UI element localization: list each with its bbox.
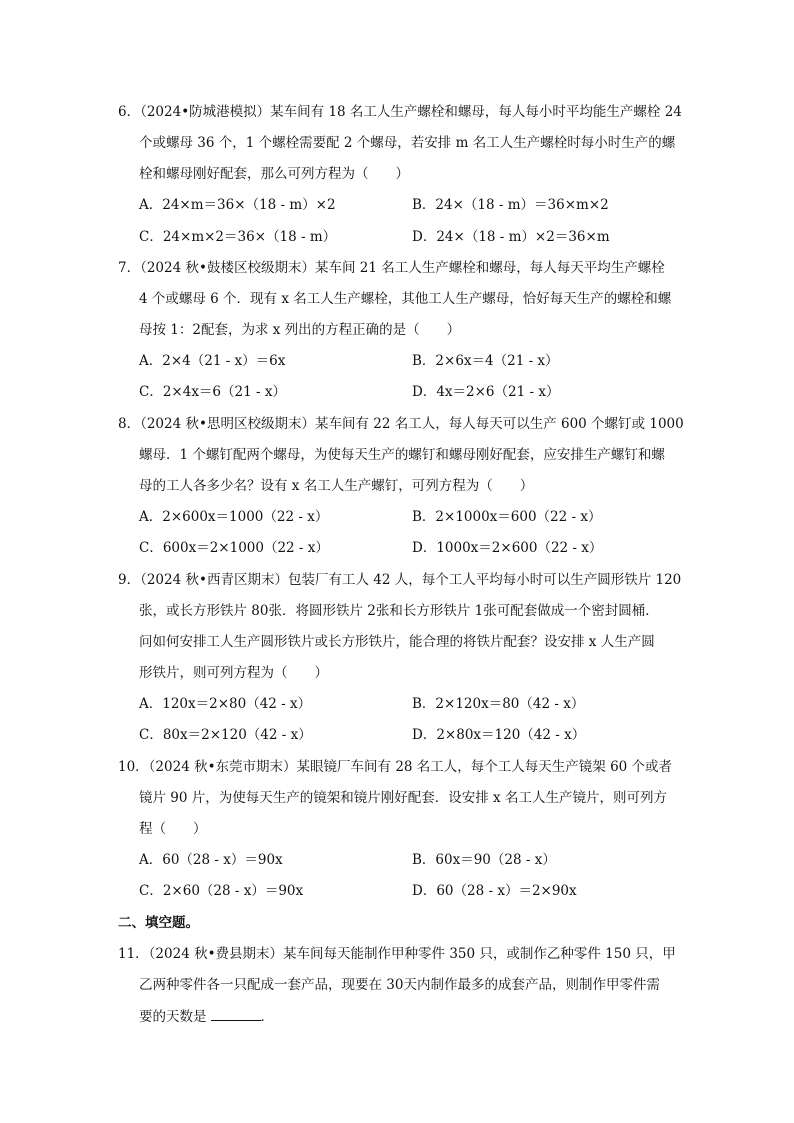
- q9-line-4: 形铁片，则可列方程为（ ）: [139, 665, 328, 681]
- q6-option-d: D．24×（18 - m）×2＝36×m: [412, 229, 610, 245]
- q10-option-d: D．60（28 - x）＝2×90x: [412, 883, 577, 899]
- q6-line-1: 6．（2024•防城港模拟）某车间有 18 名工人生产螺栓和螺母，每人每小时平均能生产螺栓 24: [118, 104, 682, 120]
- q8-line-2: 螺母．1 个螺钉配两个螺母，为使每天生产的螺钉和螺母刚好配套，应安排生产螺钉和螺: [139, 447, 665, 463]
- q6-option-c: C．24×m×2＝36×（18 - m）: [139, 229, 337, 245]
- q7-line-1: 7．（2024 秋•鼓楼区校级期末）某车间 21 名工人生产螺栓和螺母，每人每天平均生产螺栓: [118, 260, 665, 276]
- q10-line-3: 程（ ）: [139, 821, 207, 837]
- q9-line-1: 9．（2024 秋•西青区期末）包装厂有工人 42 人，每个工人平均每小时可以生产圆形铁片 120: [118, 572, 682, 588]
- q8-option-c: C．600x＝2×1000（22 - x）: [139, 540, 329, 556]
- q10-option-c: C．2×60（28 - x）＝90x: [139, 883, 304, 899]
- q7-line-3: 母按 1：2配套，为求 x 列出的方程正确的是（ ）: [139, 322, 461, 338]
- q9-line-2: 张，或长方形铁片 80张．将圆形铁片 2张和长方形铁片 1张可配套做成一个密封圆桶．: [139, 603, 659, 619]
- q6-line-3: 栓和螺母刚好配套，那么可列方程为（ ）: [139, 166, 409, 182]
- q8-line-3: 母的工人各多少名？设有 x 名工人生产螺钉，可列方程为（ ）: [139, 478, 534, 494]
- answer-blank[interactable]: [211, 1006, 261, 1021]
- q11-line-2: 乙两种零件各一只配成一套产品，现要在 30天内制作最多的成套产品，则制作甲零件需: [139, 977, 660, 993]
- q9-option-a: A．120x＝2×80（42 - x）: [139, 696, 312, 712]
- q10-line-2: 镜片 90 片，为使每天生产的镜架和镜片刚好配套．设安排 x 名工人生产镜片，则可列方: [139, 790, 667, 806]
- q9-option-c: C．80x＝2×120（42 - x）: [139, 727, 312, 743]
- q10-line-1: 10．（2024 秋•东莞市期末）某眼镜厂车间有 28 名工人，每个工人每天生产镜架 60 个或者: [118, 759, 673, 775]
- q7-line-2: 4 个或螺母 6 个．现有 x 名工人生产螺栓，其他工人生产螺母，恰好每天生产的螺栓和螺: [139, 291, 672, 307]
- q9-line-3: 问如何安排工人生产圆形铁片或长方形铁片，能合理的将铁片配套？设安排 x 人生产圆: [139, 634, 655, 650]
- q10-option-a: A．60（28 - x）＝90x: [139, 852, 283, 868]
- q8-option-b: B．2×1000x＝600（22 - x）: [412, 509, 602, 525]
- q7-option-b: B．2×6x＝4（21 - x）: [412, 353, 559, 369]
- q11-end-mark: ．: [260, 1009, 274, 1025]
- q6-option-a: A．24×m＝36×（18 - m）×2: [139, 197, 336, 213]
- q8-option-d: D．1000x＝2×600（22 - x）: [412, 540, 603, 556]
- q6-option-b: B．24×（18 - m）＝36×m×2: [412, 197, 609, 213]
- q10-option-b: B．60x＝90（28 - x）: [412, 852, 556, 868]
- q7-option-c: C．2×4x＝6（21 - x）: [139, 384, 286, 400]
- q11-line-3: [139, 1006, 679, 1027]
- q9-option-d: D．2×80x＝120（42 - x）: [412, 727, 586, 743]
- q7-option-a: A．2×4（21 - x）＝6x: [139, 353, 286, 369]
- q6-line-2: 个或螺母 36 个，1 个螺栓需要配 2 个螺母，若安排 m 名工人生产螺栓时每小时生产的螺: [139, 135, 676, 151]
- q7-option-d: D．4x＝2×6（21 - x）: [412, 384, 560, 400]
- section-title-fill-in: 二、填空题。: [118, 915, 199, 931]
- q8-line-1: 8．（2024 秋•思明区校级期末）某车间有 22 名工人，每人每天可以生产 600 个螺钉或 1000: [118, 416, 684, 432]
- q9-option-b: B．2×120x＝80（42 - x）: [412, 696, 585, 712]
- q11-line-3-text: 要的天数是: [139, 1009, 207, 1025]
- q8-option-a: A．2×600x＝1000（22 - x）: [139, 509, 329, 525]
- q11-line-1: 11．（2024 秋•费县期末）某车间每天能制作甲种零件 350 只，或制作乙种零件 150 只，甲: [118, 946, 676, 962]
